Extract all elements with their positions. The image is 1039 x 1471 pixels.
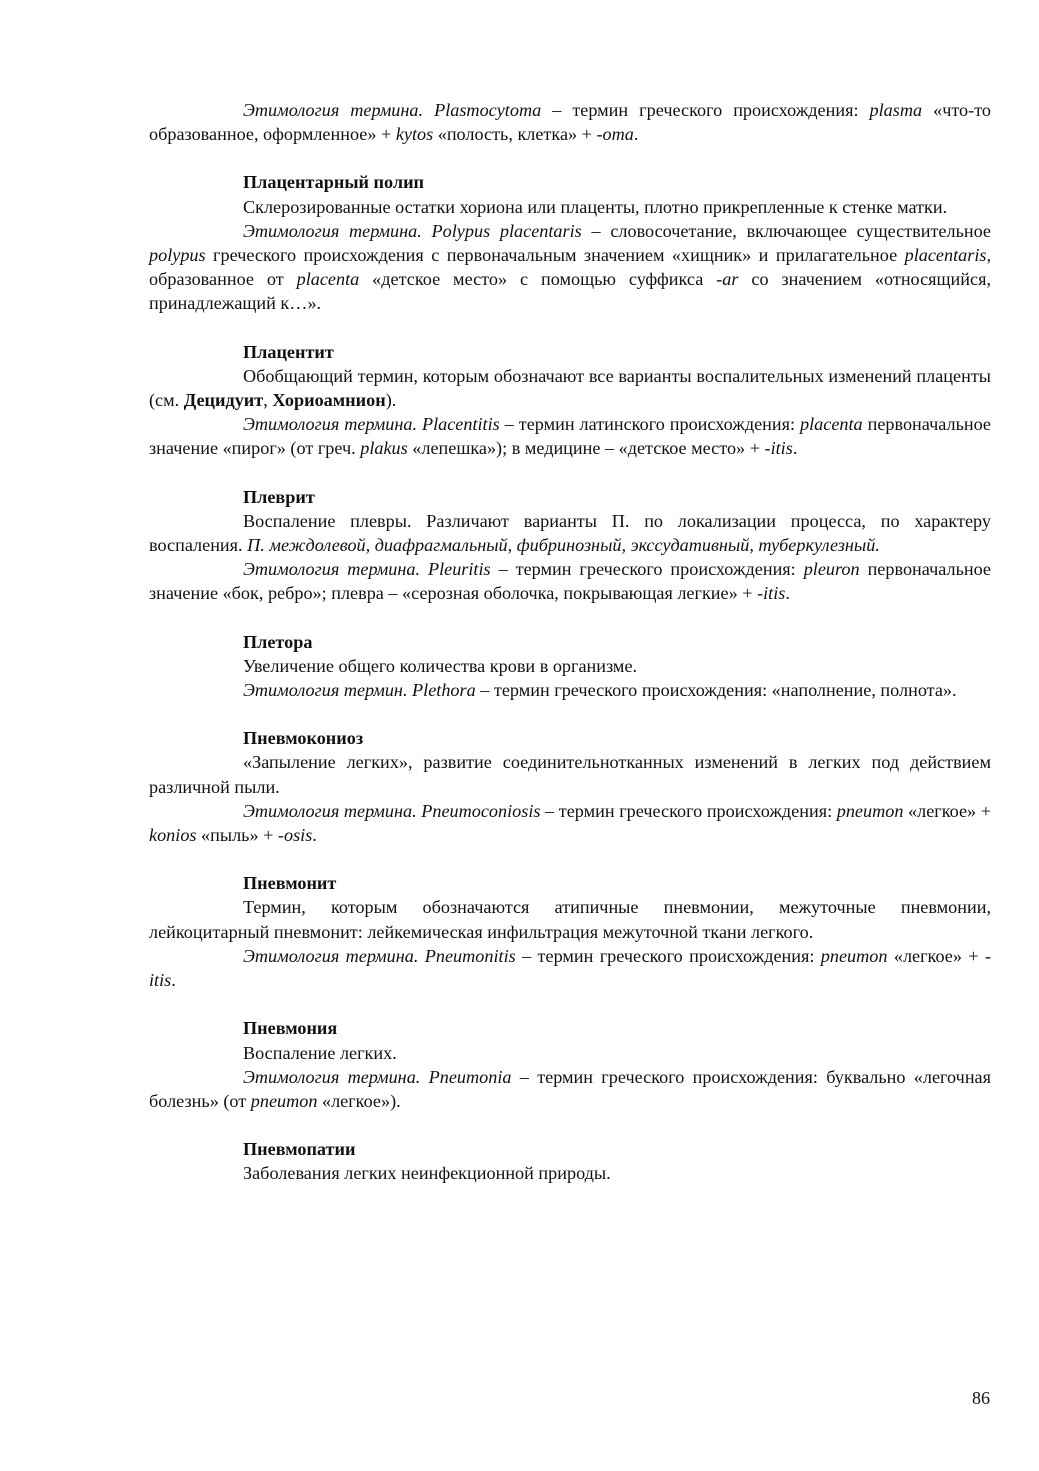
entry-title-pneumoconiosis: Пневмокониоз [243,728,364,749]
latin-term: Polypus placentaris [431,220,582,241]
latin-term: Pneumonia [428,1066,512,1087]
definition-pneumopathy: Заболевания легких неинфекционной природы. [243,1163,611,1184]
entry-title-plethora: Плетора [243,631,313,652]
etymology-pleuritis: Этимология термина. Pleuritis – термин греческого происхождения: pleuron первоначальное значение «бок, ребро»; плевра – «серозная оболочка, покрывающая легкие» + -itis. [149,559,991,604]
latin-term: Plasmocytoma [434,100,542,120]
entry-title-pleuritis: Плеврит [243,486,315,507]
definition-plethora: Увеличение общего количества крови в организме. [243,655,638,676]
etymology-label: Этимология термина. [243,945,419,966]
definition-pleuritis: Воспаление плевры. Различают варианты П. по локализации процесса, по характеру воспаления. П. междолевой, диафрагмальный, фибринозный, экссудативный, туберкулезный. [149,510,991,556]
latin-term: Pneumonitis [424,945,516,966]
etymology-plethora: Этимология термин. Plethora – термин греческого происхождения: «наполнение, полнота». [243,680,957,701]
definition-polyp: Склерозированные остатки хориона или плаценты, плотно прикрепленные к стенке матки. [243,196,948,217]
etymology-label: Этимология термина. [243,414,417,435]
entry-title-pneumopathy: Пневмопатии [243,1139,356,1160]
latin-term: Pleuritis [427,559,491,580]
entry-title-polyp: Плацентарный полип [243,172,425,193]
definition-pneumonia: Воспаление легких. [243,1042,397,1063]
etymology-plasmocytoma: Этимология термина. Plasmocytoma – термин греческого происхождения: plasma «что-то образованное, оформленное» + kytos «полость, клетка» + -oma. [149,100,991,145]
etymology-label: Этимология термина. [243,800,417,821]
etymology-label: Этимология термина. [243,559,420,580]
entry-title-pneumonitis: Пневмонит [243,873,337,894]
cross-reference-deciduitis: Децидуит [183,390,264,411]
entry-title-pneumonia: Пневмония [243,1018,338,1039]
etymology-polyp: Этимология термина. Polypus placentaris – словосочетание, включающее существительное polypus греческого происхождения с первоначальным значением «хищник» и прилагательное placentaris, образованное от placenta «детское место» с помощью суффикса -ar со значением «относящийся, принадлежащий к…». [149,220,991,314]
etymology-pneumonitis: Этимология термина. Pneumonitis – термин греческого происхождения: pneumon «легкое» + -itis. [149,945,991,991]
latin-term: Placentitis [421,414,500,435]
etymology-pneumonia: Этимология термина. Pneumonia – термин греческого происхождения: буквально «легочная болезнь» (от pneumon «легкое»). [149,1066,991,1111]
definition-pneumonitis: Термин, которым обозначаются атипичные пневмонии, межуточные пневмонии, лейкоцитарный пневмонит: лейкемическая инфильтрация межуточной ткани легкого. [149,897,991,942]
latin-term: Plethora [412,680,476,701]
definition-placentitis: Обобщающий термин, которым обозначают все варианты воспалительных изменений плаценты (см. Децидуит, Хориоамнион). [149,365,991,411]
etymology-label: Этимология термина. [243,100,424,120]
document-page [149,98,991,1186]
page-number: 86 [972,1388,990,1408]
etymology-label: Этимология термина. [243,220,422,241]
etymology-label: Этимология термина. [243,1066,421,1087]
etymology-label: Этимология термин. [243,680,408,701]
etymology-pneumoconiosis: Этимология термина. Pneumoconiosis – термин греческого происхождения: pneumon «легкое» + konios «пыль» + -osis. [149,800,991,846]
etymology-placentitis: Этимология термина. Placentitis – термин латинского происхождения: placenta первоначальное значение «пирог» (от греч. plakus «лепешка»); в медицине – «детское место» + -itis. [149,414,991,459]
entry-title-placentitis: Плацентит [243,341,334,362]
cross-reference-chorioamnion: Хориоамнион [272,390,386,411]
definition-pneumoconiosis: «Запыление легких», развитие соединительнотканных изменений в легких под действием различной пыли. [149,752,991,797]
latin-term: Pneumoconiosis [421,800,541,821]
